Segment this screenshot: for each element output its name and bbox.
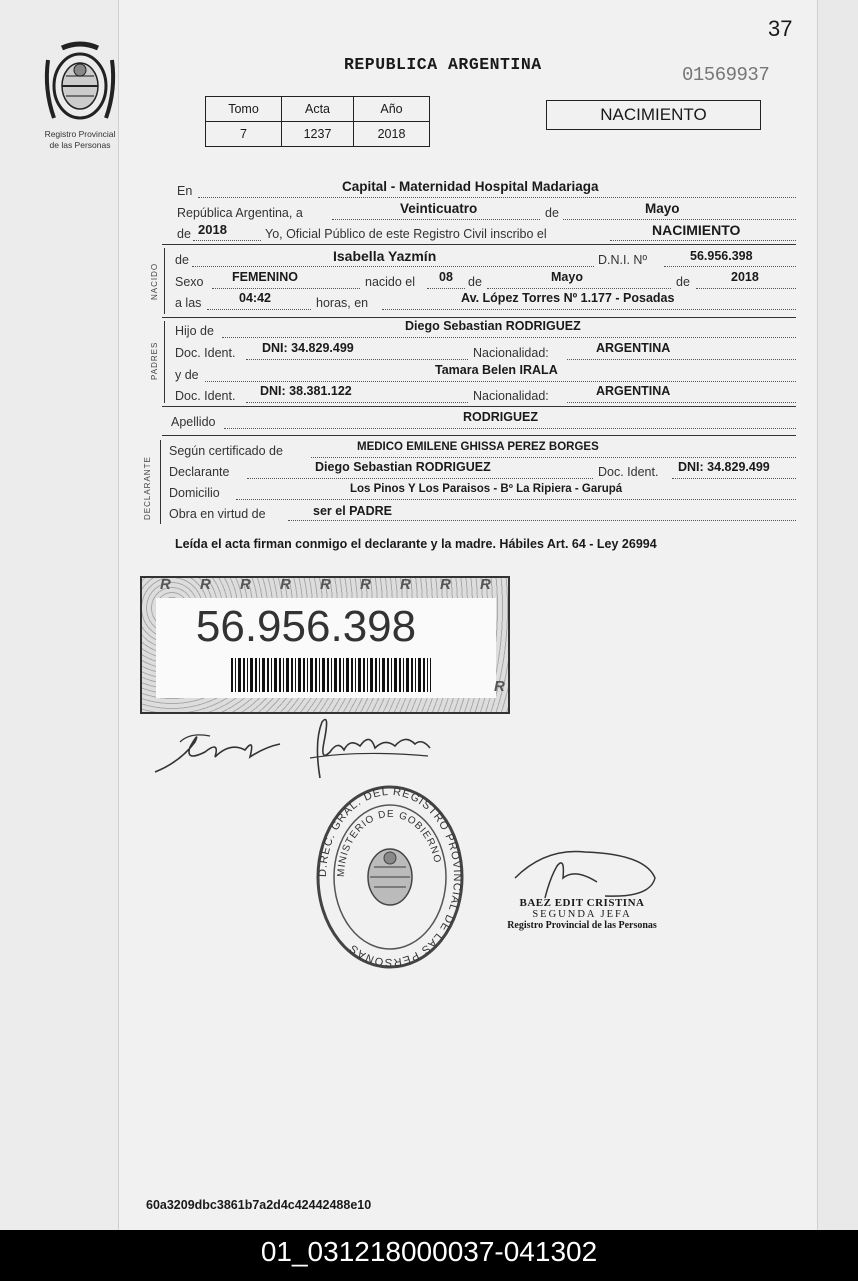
obra-value: ser el PADRE (313, 504, 392, 518)
birth-time-value: 04:42 (239, 291, 271, 305)
dotted-line (205, 381, 796, 382)
seal-inner-text: MINISTERIO DE GOBIERNO (335, 808, 443, 878)
dotted-line (610, 240, 796, 241)
de-label: de (468, 275, 482, 289)
document-title: REPUBLICA ARGENTINA (344, 55, 542, 74)
registry-table (205, 96, 430, 147)
dotted-line (224, 428, 796, 429)
dotted-line (246, 359, 468, 360)
doc-ident-label: Doc. Ident. (175, 346, 236, 360)
stamp-pattern-letter: R (240, 576, 251, 593)
dotted-line (192, 266, 594, 267)
serial-number: 01569937 (682, 64, 770, 86)
birth-year-value: 2018 (731, 270, 759, 284)
official-organization: Registro Provincial de las Personas (507, 920, 657, 931)
stamp-pattern-letter: R (400, 576, 411, 593)
mother-nationality-value: ARGENTINA (596, 384, 671, 398)
father-name-value: Diego Sebastian RODRIGUEZ (405, 319, 581, 333)
section-bracket (164, 321, 165, 403)
segun-certificado-label: Según certificado de (169, 444, 283, 458)
a-las-label: a las (175, 296, 202, 310)
section-divider (162, 406, 796, 407)
nacionalidad-label: Nacionalidad: (473, 346, 549, 360)
nacido-el-label: nacido el (365, 275, 416, 289)
seal-outer-text: D.REC. GRAL. DEL REGISTRO PROVINCIAL DE LAS PERSONAS (316, 785, 464, 969)
sexo-value: FEMENINO (232, 270, 298, 284)
dotted-line (427, 288, 465, 289)
stamp-pattern-letter: R (440, 576, 451, 593)
dotted-line (236, 499, 796, 500)
section-bracket (164, 248, 165, 314)
stamp-dni-number: 56.956.398 (195, 602, 417, 651)
section-divider (162, 435, 796, 436)
de-label: de (676, 275, 690, 289)
certificado-value: MEDICO EMILENE GHISSA PEREZ BORGES (357, 441, 599, 453)
mother-signature (300, 712, 440, 784)
birth-day-value: 08 (439, 270, 453, 284)
closing-statement: Leída el acta firman conmigo el declarante y la madre. Hábiles Art. 64 - Ley 26994 (175, 537, 657, 551)
dotted-line (198, 197, 796, 198)
year-value: 2018 (198, 222, 227, 237)
dotted-line (696, 288, 796, 289)
stamp-pattern-letter: R (280, 576, 291, 593)
declarant-signature (150, 722, 290, 782)
official-role: SEGUNDA JEFA (532, 909, 632, 920)
section-bracket (160, 440, 161, 524)
stamp-inner-panel (156, 598, 496, 698)
month-value: Mayo (645, 201, 680, 216)
inscribo-value: NACIMIENTO (652, 222, 741, 238)
dotted-line (567, 402, 796, 403)
official-oval-seal (314, 782, 466, 972)
official-name: BAEZ EDIT CRISTINA (519, 897, 645, 909)
horas-label: horas, en (316, 296, 369, 310)
de-label: de (177, 227, 191, 241)
sexo-label: Sexo (175, 275, 204, 289)
apellido-label: Apellido (171, 415, 216, 429)
dotted-line (382, 309, 796, 310)
table-row (206, 122, 430, 147)
dotted-line (311, 457, 796, 458)
table-cell: 1237 (282, 122, 354, 147)
republica-label: República Argentina, a (177, 206, 303, 220)
table-header: Tomo (206, 97, 282, 122)
domicilio-value: Los Pinos Y Los Paraisos - Bº La Ripiera - Garupá (350, 483, 623, 495)
stamp-pattern-letter: R (480, 576, 491, 593)
section-divider (162, 244, 796, 245)
table-header: Acta (282, 97, 354, 122)
dotted-line (563, 219, 796, 220)
dni-label: D.N.I. Nº (598, 253, 648, 267)
barcode (231, 658, 431, 692)
declarante-section-label: DECLARANTE (143, 456, 152, 520)
day-words-value: Veinticuatro (400, 201, 478, 216)
declarante-doc-value: DNI: 34.829.499 (678, 460, 770, 474)
doc-ident-label: Doc. Ident. (175, 389, 236, 403)
oficial-text: Yo, Oficial Público de este Registro Civil inscribo el (265, 227, 547, 241)
table-cell: 7 (206, 122, 282, 147)
doc-ident-label: Doc. Ident. (598, 465, 659, 479)
dotted-line (212, 288, 360, 289)
de-label: de (545, 206, 559, 220)
stamp-pattern-letter: R (320, 576, 331, 593)
official-stamp (482, 897, 682, 931)
y-de-label: y de (175, 368, 199, 382)
record-type-box: NACIMIENTO (546, 100, 761, 130)
dotted-line (193, 240, 261, 241)
page-number: 37 (768, 16, 793, 41)
dotted-line (247, 478, 593, 479)
dotted-line (222, 337, 796, 338)
declarante-name-value: Diego Sebastian RODRIGUEZ (315, 460, 491, 474)
document-hash: 60a3209dbc3861b7a2d4c42442488e10 (146, 1198, 372, 1212)
stamp-pattern-letter: R (160, 576, 171, 593)
left-margin (0, 0, 118, 1230)
stamp-pattern-letter: R (200, 576, 211, 593)
birth-place-value: Av. López Torres Nº 1.177 - Posadas (461, 291, 675, 305)
dotted-line (288, 520, 796, 521)
father-nationality-value: ARGENTINA (596, 341, 671, 355)
place-value: Capital - Maternidad Hospital Madariaga (342, 179, 599, 194)
stamp-pattern-letter: R (360, 576, 371, 593)
birth-month-value: Mayo (551, 270, 583, 284)
stamp-pattern-letter: R (494, 678, 505, 695)
dotted-line (487, 288, 671, 289)
padres-section-label: PADRES (150, 341, 159, 380)
child-name-value: Isabella Yazmín (333, 248, 437, 264)
domicilio-label: Domicilio (169, 486, 220, 500)
footer-code: 01_031218000037-041302 (0, 1230, 858, 1281)
en-label: En (177, 184, 193, 198)
declarante-label: Declarante (169, 465, 230, 479)
dotted-line (332, 219, 540, 220)
dotted-line (246, 402, 468, 403)
apellido-value: RODRIGUEZ (463, 410, 538, 424)
de-label: de (175, 253, 189, 267)
dni-security-stamp (140, 576, 510, 714)
nacionalidad-label: Nacionalidad: (473, 389, 549, 403)
province-coat-of-arms-logo (40, 40, 120, 130)
table-header-row (206, 97, 430, 122)
dotted-line (207, 309, 311, 310)
dotted-line (672, 478, 796, 479)
table-cell: 2018 (354, 122, 430, 147)
dotted-line (567, 359, 796, 360)
section-divider (162, 317, 796, 318)
father-doc-value: DNI: 34.829.499 (262, 341, 354, 355)
mother-doc-value: DNI: 38.381.122 (260, 384, 352, 398)
obra-label: Obra en virtud de (169, 507, 266, 521)
child-dni-value: 56.956.398 (690, 249, 753, 263)
dotted-line (664, 266, 796, 267)
nacido-section-label: NACIDO (150, 262, 159, 300)
mother-name-value: Tamara Belen IRALA (435, 363, 558, 377)
logo-caption: Registro Provincial de las Personas (44, 129, 116, 150)
hijo-de-label: Hijo de (175, 324, 214, 338)
table-header: Año (354, 97, 430, 122)
